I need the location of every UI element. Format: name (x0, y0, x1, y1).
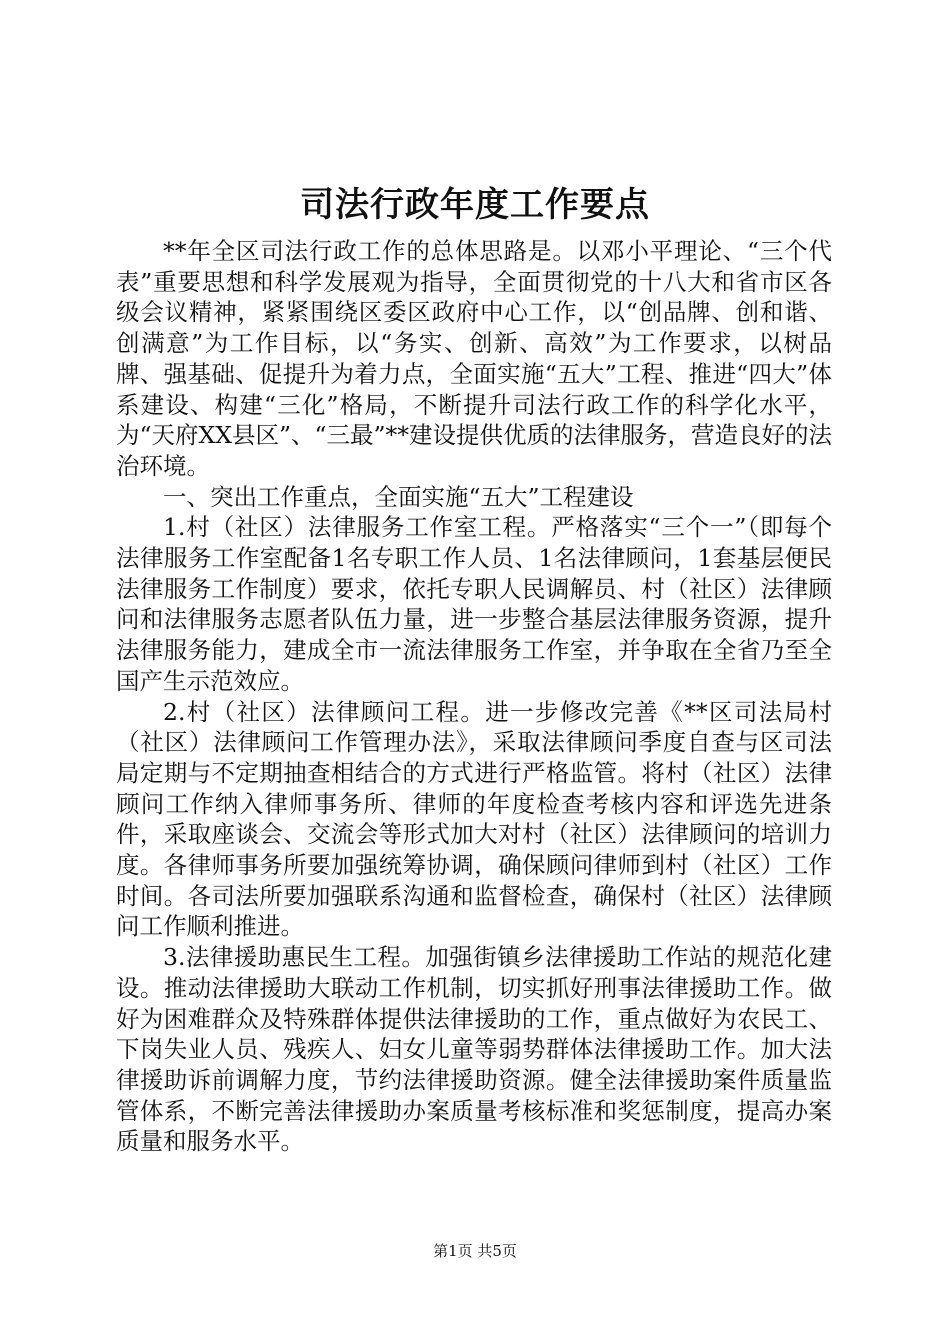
paragraph-item-3: 3.法律援助惠民生工程。加强街镇乡法律援助工作站的规范化建设。推动法律援助大联动工作机制，切实抓好刑事法律援助工作。做好为困难群众及特殊群体提供法律援助的工作，重点做好为农民工、下岗失业人员、残疾人、妇女儿童等弱势群体法律援助工作。加大法律援助诉前调解力度，节约法律援助资源。健全法律援助案件质量监管体系，不断完善法律援助办案质量考核标准和奖惩制度，提高办案质量和服务水平。 (116, 943, 832, 1156)
document-body (116, 236, 832, 1157)
document-title: 司法行政年度工作要点 (300, 185, 650, 225)
paragraph-item-1: 1.村（社区）法律服务工作室工程。严格落实“三个一”（即每个法律服务工作室配备1名专职工作人员、1名法律顾问，1套基层便民法律服务工作制度）要求，依托专职人民调解员、村（社区）法律顾问和法律服务志愿者队伍力量，进一步整合基层法律服务资源，提升法律服务能力，建成全市一流法律服务工作室，并争取在全省乃至全国产生示范效应。 (116, 513, 832, 695)
section-heading-1: 一、突出工作重点，全面实施“五大”工程建设 (163, 482, 634, 511)
page-number-footer: 第1页 共5页 (433, 1242, 517, 1260)
paragraph-intro: **年全区司法行政工作的总体思路是。以邓小平理论、“三个代表”重要思想和科学发展观为指导，全面贯彻党的十八大和省市区各级会议精神，紧紧围绕区委区政府中心工作，以“创品牌、创和谐、创满意”为工作目标，以“务实、创新、高效”为工作要求，以树品牌、强基础、促提升为着力点，全面实施“五大”工程、推进“四大”体系建设、构建“三化”格局，不断提升司法行政工作的科学化水平，为“天府XX县区”、“三最”**建设提供优质的法律服务，营造良好的法治环境。 (116, 237, 833, 480)
paragraph-item-2: 2.村（社区）法律顾问工程。进一步修改完善《**区司法局村（社区）法律顾问工作管理办法》，采取法律顾问季度自查与区司法局定期与不定期抽查相结合的方式进行严格监管。将村（社区）法律顾问工作纳入律师事务所、律师的年度检查考核内容和评选先进条件，采取座谈会、交流会等形式加大对村（社区）法律顾问的培训力度。各律师事务所要加强统筹协调，确保顾问律师到村（社区）工作时间。各司法所要加强联系沟通和监督检查，确保村（社区）法律顾问工作顺利推进。 (116, 697, 832, 941)
